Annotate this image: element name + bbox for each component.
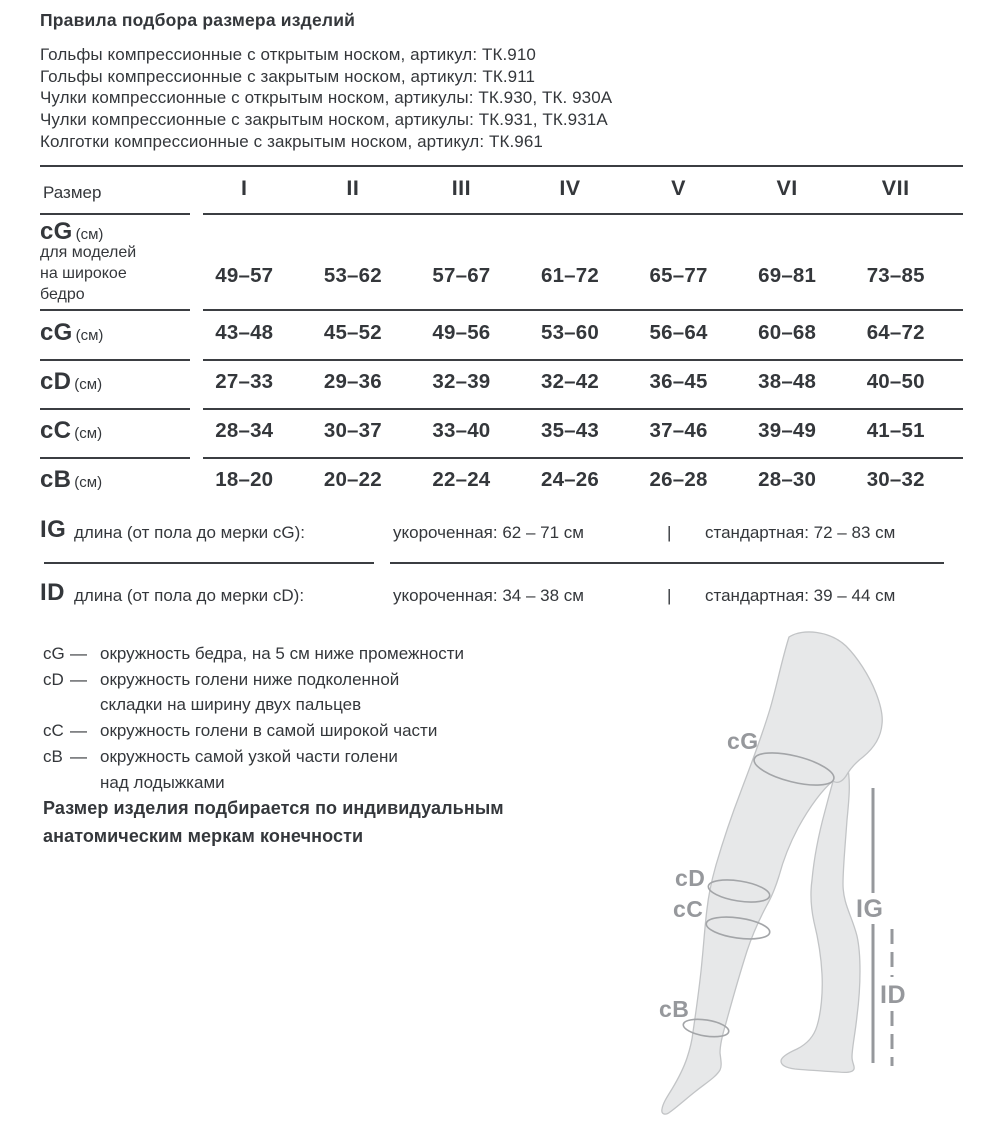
unit-cm: (см) [75,327,104,344]
legend-dash: — [70,746,87,766]
product-line: Чулки компрессионные с открытым носком, артикулы: ТК.930, ТК. 930А [40,88,613,108]
cell: 37–46 [649,419,708,442]
row-values-cb [190,468,950,492]
row-divider [203,408,963,410]
length-ig-param: IG [40,516,67,543]
cell: 22–24 [432,468,491,491]
length-ig-short: укороченная: 62 – 71 см [393,523,584,542]
cell: 69–81 [758,264,817,287]
length-id-param: ID [40,579,65,606]
cell: 53–62 [323,264,382,287]
row-divider [203,213,963,215]
measurement-legend [43,641,464,795]
cell: 73–85 [866,264,925,287]
cell: 24–26 [540,468,599,491]
row-divider [40,408,190,410]
param-cg: cG [40,319,73,346]
cell: 49–56 [432,321,491,344]
cell: 41–51 [866,419,925,442]
cell: 28–30 [758,468,817,491]
cell: 39–49 [758,419,817,442]
length-separator: | [667,523,672,542]
cell: 65–77 [649,264,708,287]
cell: 56–64 [649,321,708,344]
row-note-cg-wide: для моделей на широкое бедро [40,244,137,303]
unit-cm: (см) [75,226,104,243]
cg-figure-label: cG [727,728,759,754]
size-col-7: VII [881,176,910,200]
size-col-2: II [346,176,360,200]
legend-term: cD [43,669,64,689]
product-line: Гольфы компрессионные с закрытым носком, артикул: ТК.911 [40,66,536,86]
length-ig-standard: стандартная: 72 – 83 см [705,523,896,542]
cell: 32–39 [432,370,491,393]
row-divider [40,213,190,215]
cb-figure-label: cB [659,996,690,1022]
cell: 30–32 [866,468,925,491]
param-cb: cB [40,466,72,493]
cell: 18–20 [215,468,274,491]
size-column-header: Размер [43,183,102,202]
cell: 32–42 [540,370,599,393]
row-label-cc [40,417,102,445]
table-top-rule [40,165,963,167]
cell: 43–48 [215,321,274,344]
cell: 28–34 [215,419,274,442]
length-id-label: длина (от пола до мерки cD): [74,586,305,605]
cd-figure-label: cD [675,865,706,891]
unit-cm: (см) [74,474,103,491]
unit-cm: (см) [74,425,103,442]
row-values-cg [190,321,950,345]
size-columns-header-row [190,176,950,201]
length-divider [390,562,944,564]
size-col-4: IV [559,176,581,200]
length-id-standard: стандартная: 39 – 44 см [705,586,896,605]
cell: 26–28 [649,468,708,491]
row-label-cd [40,368,102,396]
param-cd: cD [40,368,72,395]
param-cc: cC [40,417,72,444]
row-divider [40,309,190,311]
row-divider [40,457,190,459]
row-divider [203,457,963,459]
sizing-note: Размер изделия подбирается по индивидуальным анатомическим меркам конечности [43,798,504,846]
cc-figure-label: cC [673,896,704,922]
product-line: Колготки компрессионные с закрытым носком, артикул: ТК.961 [40,131,543,151]
legend-item-cb: cB — окружность самой узкой части голени над лодыжками [43,744,464,795]
row-label-cg [40,319,103,347]
legend-term: cB [43,746,63,766]
legend-dash: — [70,669,87,689]
legend-dash: — [70,644,87,663]
cell: 53–60 [540,321,599,344]
row-divider [203,309,963,311]
size-col-1: I [241,176,248,200]
cell: 33–40 [432,419,491,442]
cell: 57–67 [432,264,491,287]
id-figure-label: ID [880,981,906,1009]
cell: 49–57 [215,264,274,287]
size-col-6: VI [776,176,798,200]
leg-measurement-illustration [600,620,1000,1134]
product-list [40,44,612,153]
length-id-short: укороченная: 34 – 38 см [393,586,584,605]
product-line: Гольфы компрессионные с открытым носком, артикул: ТК.910 [40,45,536,64]
cell: 35–43 [540,419,599,442]
unit-cm: (см) [74,376,103,393]
legend-dash: — [70,721,87,741]
length-ig-label: длина (от пола до мерки cG): [74,523,305,542]
cell: 30–37 [323,419,382,442]
product-line: Чулки компрессионные с закрытым носком, артикулы: ТК.931, ТК.931А [40,110,608,130]
row-divider [40,359,190,361]
legend-term: cC [43,721,64,741]
row-label-cb [40,466,102,494]
cell: 27–33 [215,370,274,393]
size-col-5: V [671,176,686,200]
cell: 61–72 [540,264,599,287]
page-title: Правила подбора размера изделий [40,10,356,30]
size-col-3: III [451,176,472,200]
cell: 29–36 [323,370,382,393]
length-separator: | [667,586,672,605]
row-divider [203,359,963,361]
row-values-cg-wide [190,264,950,288]
cell: 64–72 [866,321,925,344]
row-values-cc [190,419,950,443]
cell: 20–22 [323,468,382,491]
ig-figure-label: IG [856,895,884,923]
cell: 36–45 [649,370,708,393]
legend-item-cc: cC — окружность голени в самой широкой части [43,718,464,744]
cell: 60–68 [758,321,817,344]
legend-item-cg: cG — окружность бедра, на 5 см ниже промежности [43,641,464,667]
length-divider [44,562,374,564]
cell: 38–48 [758,370,817,393]
legend-item-cd: cD — окружность голени ниже подколенной складки на ширину двух пальцев [43,667,464,718]
row-values-cd [190,370,950,394]
param-cg-wide: cG [40,218,73,245]
cell: 45–52 [323,321,382,344]
legend-term: cG [43,644,65,663]
cell: 40–50 [866,370,925,393]
